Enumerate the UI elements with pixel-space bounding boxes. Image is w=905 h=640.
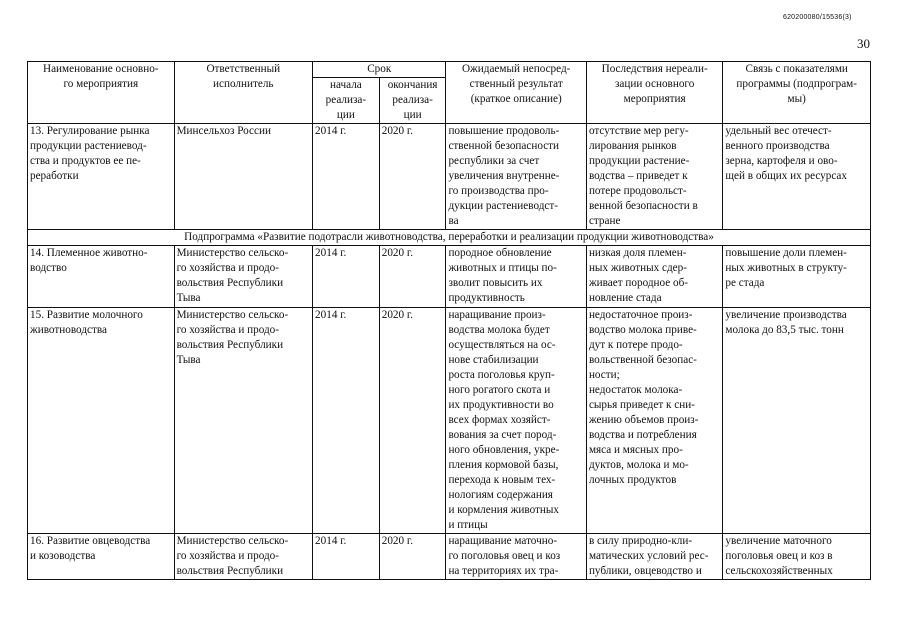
header-result: Ожидаемый непосред- ственный результат (краткое описание)	[446, 62, 587, 124]
header-start: начала реализа- ции	[313, 78, 380, 124]
cell-link: увеличение производства молока до 83,5 тыс. тонн	[723, 308, 871, 534]
document-id: 620200080/15536(3)	[783, 14, 852, 21]
cell-end: 2020 г.	[379, 534, 446, 580]
cell-start: 2014 г.	[313, 308, 380, 534]
cell-end: 2020 г.	[379, 308, 446, 534]
header-row	[28, 62, 871, 78]
page-number: 30	[857, 36, 870, 51]
cell-executor: Министерство сельско- го хозяйства и продо- вольствия Республики	[174, 534, 312, 580]
cell-name: 16. Развитие овцеводства и козоводства	[28, 534, 175, 580]
cell-link: повышение доли племен- ных животных в структу- ре стада	[723, 246, 871, 308]
cell-consequences: недостаточное произ- водство молока приве- дут к потере продо- вольственной безопас- ности; недостаток молока- сырья приведет к сни- жению объемов произ- водства и потребления мяса и мясных про- дуктов, молока и мо- лочных продуктов	[586, 308, 722, 534]
header-link: Связь с показателями программы (подпрограм- мы)	[723, 62, 871, 124]
cell-end: 2020 г.	[379, 124, 446, 230]
header-end: окончания реализа- ции	[379, 78, 446, 124]
table-row	[28, 534, 871, 580]
header-period: Срок	[313, 62, 446, 78]
cell-result: наращивание произ- водства молока будет осуществляться на ос- нове стабилизации роста поголовья круп- ного рогатого скота и их продуктивности во всех формах хозяйст- вования за счет пород- ного обновления, укре- пления кормовой базы, перехода к новым тех- нологиям содержания и кормления животных и птицы	[446, 308, 587, 534]
cell-executor: Министерство сельско- го хозяйства и продо- вольствия Республики Тыва	[174, 246, 312, 308]
cell-executor: Министерство сельско- го хозяйства и продо- вольствия Республики Тыва	[174, 308, 312, 534]
cell-start: 2014 г.	[313, 246, 380, 308]
cell-result: наращивание маточно- го поголовья овец и коз на территориях их тра-	[446, 534, 587, 580]
cell-name: 13. Регулирование рынка продукции растениевод- ства и продуктов ее пе- реработки	[28, 124, 175, 230]
cell-name: 14. Племенное животно- водство	[28, 246, 175, 308]
cell-start: 2014 г.	[313, 124, 380, 230]
subprogram-title: Подпрограмма «Развитие подотрасли животноводства, переработки и реализации продукции животноводства»	[28, 230, 871, 246]
table-row	[28, 246, 871, 308]
header-executor: Ответственный исполнитель	[174, 62, 312, 124]
subprogram-row	[28, 230, 871, 246]
cell-executor: Минсельхоз России	[174, 124, 312, 230]
cell-name: 15. Развитие молочного животноводства	[28, 308, 175, 534]
cell-start: 2014 г.	[313, 534, 380, 580]
measures-table	[27, 61, 871, 580]
table-row	[28, 308, 871, 534]
cell-consequences: в силу природно-кли- матических условий рес- публики, овцеводство и	[586, 534, 722, 580]
cell-result: породное обновление животных и птицы по- зволит повысить их продуктивность	[446, 246, 587, 308]
cell-consequences: отсутствие мер регу- лирования рынков продукции растение- водства – приведет к потере продовольст- венной безопасности в стране	[586, 124, 722, 230]
cell-link: увеличение маточного поголовья овец и коз в сельскохозяйственных	[723, 534, 871, 580]
header-name: Наименование основно- го мероприятия	[28, 62, 175, 124]
cell-end: 2020 г.	[379, 246, 446, 308]
table-row	[28, 124, 871, 230]
header-consequences: Последствия нереали- зации основного мероприятия	[586, 62, 722, 124]
cell-link: удельный вес отечест- венного производства зерна, картофеля и ово- щей в общих их ресурсах	[723, 124, 871, 230]
cell-result: повышение продоволь- ственной безопасности республики за счет увеличения внутренне- го производства про- дукции растениеводст- ва	[446, 124, 587, 230]
cell-consequences: низкая доля племен- ных животных сдер- живает породное об- новление стада	[586, 246, 722, 308]
